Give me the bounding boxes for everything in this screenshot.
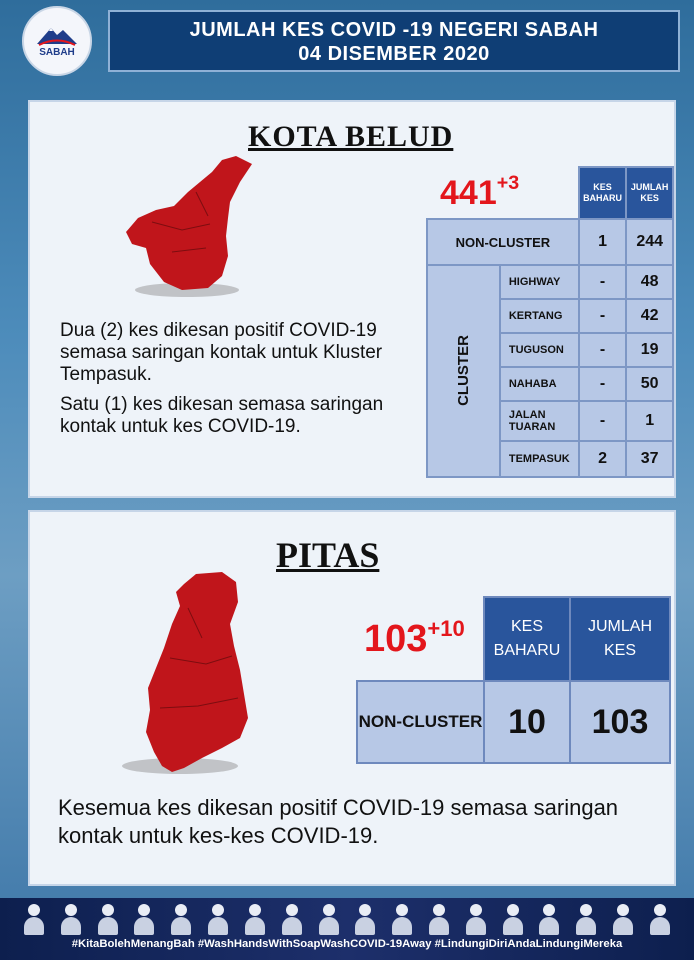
table-row-non-cluster: [357, 681, 670, 763]
cases-table: [356, 596, 671, 764]
pitas-description: Kesemua kes dikesan positif COVID-19 semasa saringan kontak untuk kes-kes COVID-19.: [58, 795, 619, 848]
person-icon: [537, 902, 561, 936]
cluster-name: TUGUSON: [500, 333, 579, 367]
hashtags: #KitaBolehMenangBah #WashHandsWithSoapWashCOVID-19Away #LindungiDiriAndaLindungiMereka: [71, 938, 623, 950]
footer-banner: [0, 898, 694, 960]
non-cluster-label: NON-CLUSTER: [427, 219, 579, 265]
person-icon: [206, 902, 230, 936]
cluster-name: NAHABA: [500, 367, 579, 401]
total-increase: +10: [427, 616, 465, 641]
person-icon: [501, 902, 525, 936]
cluster-label: CLUSTER: [427, 265, 500, 477]
new-cases: -: [579, 333, 627, 367]
new-cases: -: [579, 401, 627, 441]
col-header-new: KES BAHARU: [579, 167, 627, 219]
total-cases-cell: 244: [626, 219, 673, 265]
district-name: PITAS: [276, 535, 380, 575]
col-header-total: JUMLAH KES: [626, 167, 673, 219]
person-icon: [648, 902, 672, 936]
page-title: [108, 10, 680, 72]
person-icon: [390, 902, 414, 936]
pitas-map: [110, 568, 290, 788]
total-cases-cell: 1: [626, 401, 673, 441]
col-header-new: KES BAHARU: [484, 597, 570, 681]
person-icon: [59, 902, 83, 936]
mountain-icon: [35, 24, 79, 46]
person-icon: [353, 902, 377, 936]
total-cases-cell: 48: [626, 265, 673, 299]
col-header-total: JUMLAH KES: [570, 597, 670, 681]
total-cases-cell: 42: [626, 299, 673, 333]
new-cases: 1: [579, 219, 627, 265]
kota-belud-description: [60, 320, 430, 446]
person-icon: [243, 902, 267, 936]
new-cases: -: [579, 299, 627, 333]
cluster-name: KERTANG: [500, 299, 579, 333]
person-icon: [96, 902, 120, 936]
person-icon: [22, 902, 46, 936]
total-cases-cell: 103: [570, 681, 670, 763]
sabah-logo: [22, 6, 92, 76]
cluster-name: HIGHWAY: [500, 265, 579, 299]
title-date: 04 DISEMBER 2020: [298, 43, 490, 65]
total-cases-cell: 50: [626, 367, 673, 401]
kota-belud-map: [112, 152, 262, 302]
total-cases-cell: 19: [626, 333, 673, 367]
total-cases-cell: 37: [626, 441, 673, 477]
person-icon: [317, 902, 341, 936]
total-value: 441: [440, 174, 497, 212]
frontliner-figures: [22, 902, 672, 936]
new-cases: 10: [484, 681, 570, 763]
person-icon: [169, 902, 193, 936]
new-cases: -: [579, 265, 627, 299]
person-icon: [427, 902, 451, 936]
new-cases: 2: [579, 441, 627, 477]
kota-belud-panel: [28, 100, 676, 498]
person-icon: [464, 902, 488, 936]
total-increase: +3: [496, 172, 520, 194]
new-cases: -: [579, 367, 627, 401]
table-row: [427, 265, 673, 299]
logo-label: SABAH: [39, 47, 75, 58]
title-line-1: JUMLAH KES COVID -19 NEGERI SABAH: [189, 19, 599, 41]
table-row-non-cluster: [427, 219, 673, 265]
district-name: KOTA BELUD: [248, 120, 454, 153]
person-icon: [611, 902, 635, 936]
description-1: Dua (2) kes dikesan positif COVID-19 semasa saringan kontak untuk Kluster Tempasuk.: [60, 320, 383, 385]
person-icon: [574, 902, 598, 936]
non-cluster-label: NON-CLUSTER: [357, 681, 484, 763]
cluster-name: JALAN TUARAN: [500, 401, 579, 441]
person-icon: [280, 902, 304, 936]
total-value: 103: [364, 618, 428, 660]
cluster-name: TEMPASUK: [500, 441, 579, 477]
person-icon: [132, 902, 156, 936]
cases-table: [426, 166, 674, 478]
pitas-panel: [28, 510, 676, 886]
description-2: Satu (1) kes dikesan semasa saringan kontak untuk kes COVID-19.: [60, 394, 384, 437]
